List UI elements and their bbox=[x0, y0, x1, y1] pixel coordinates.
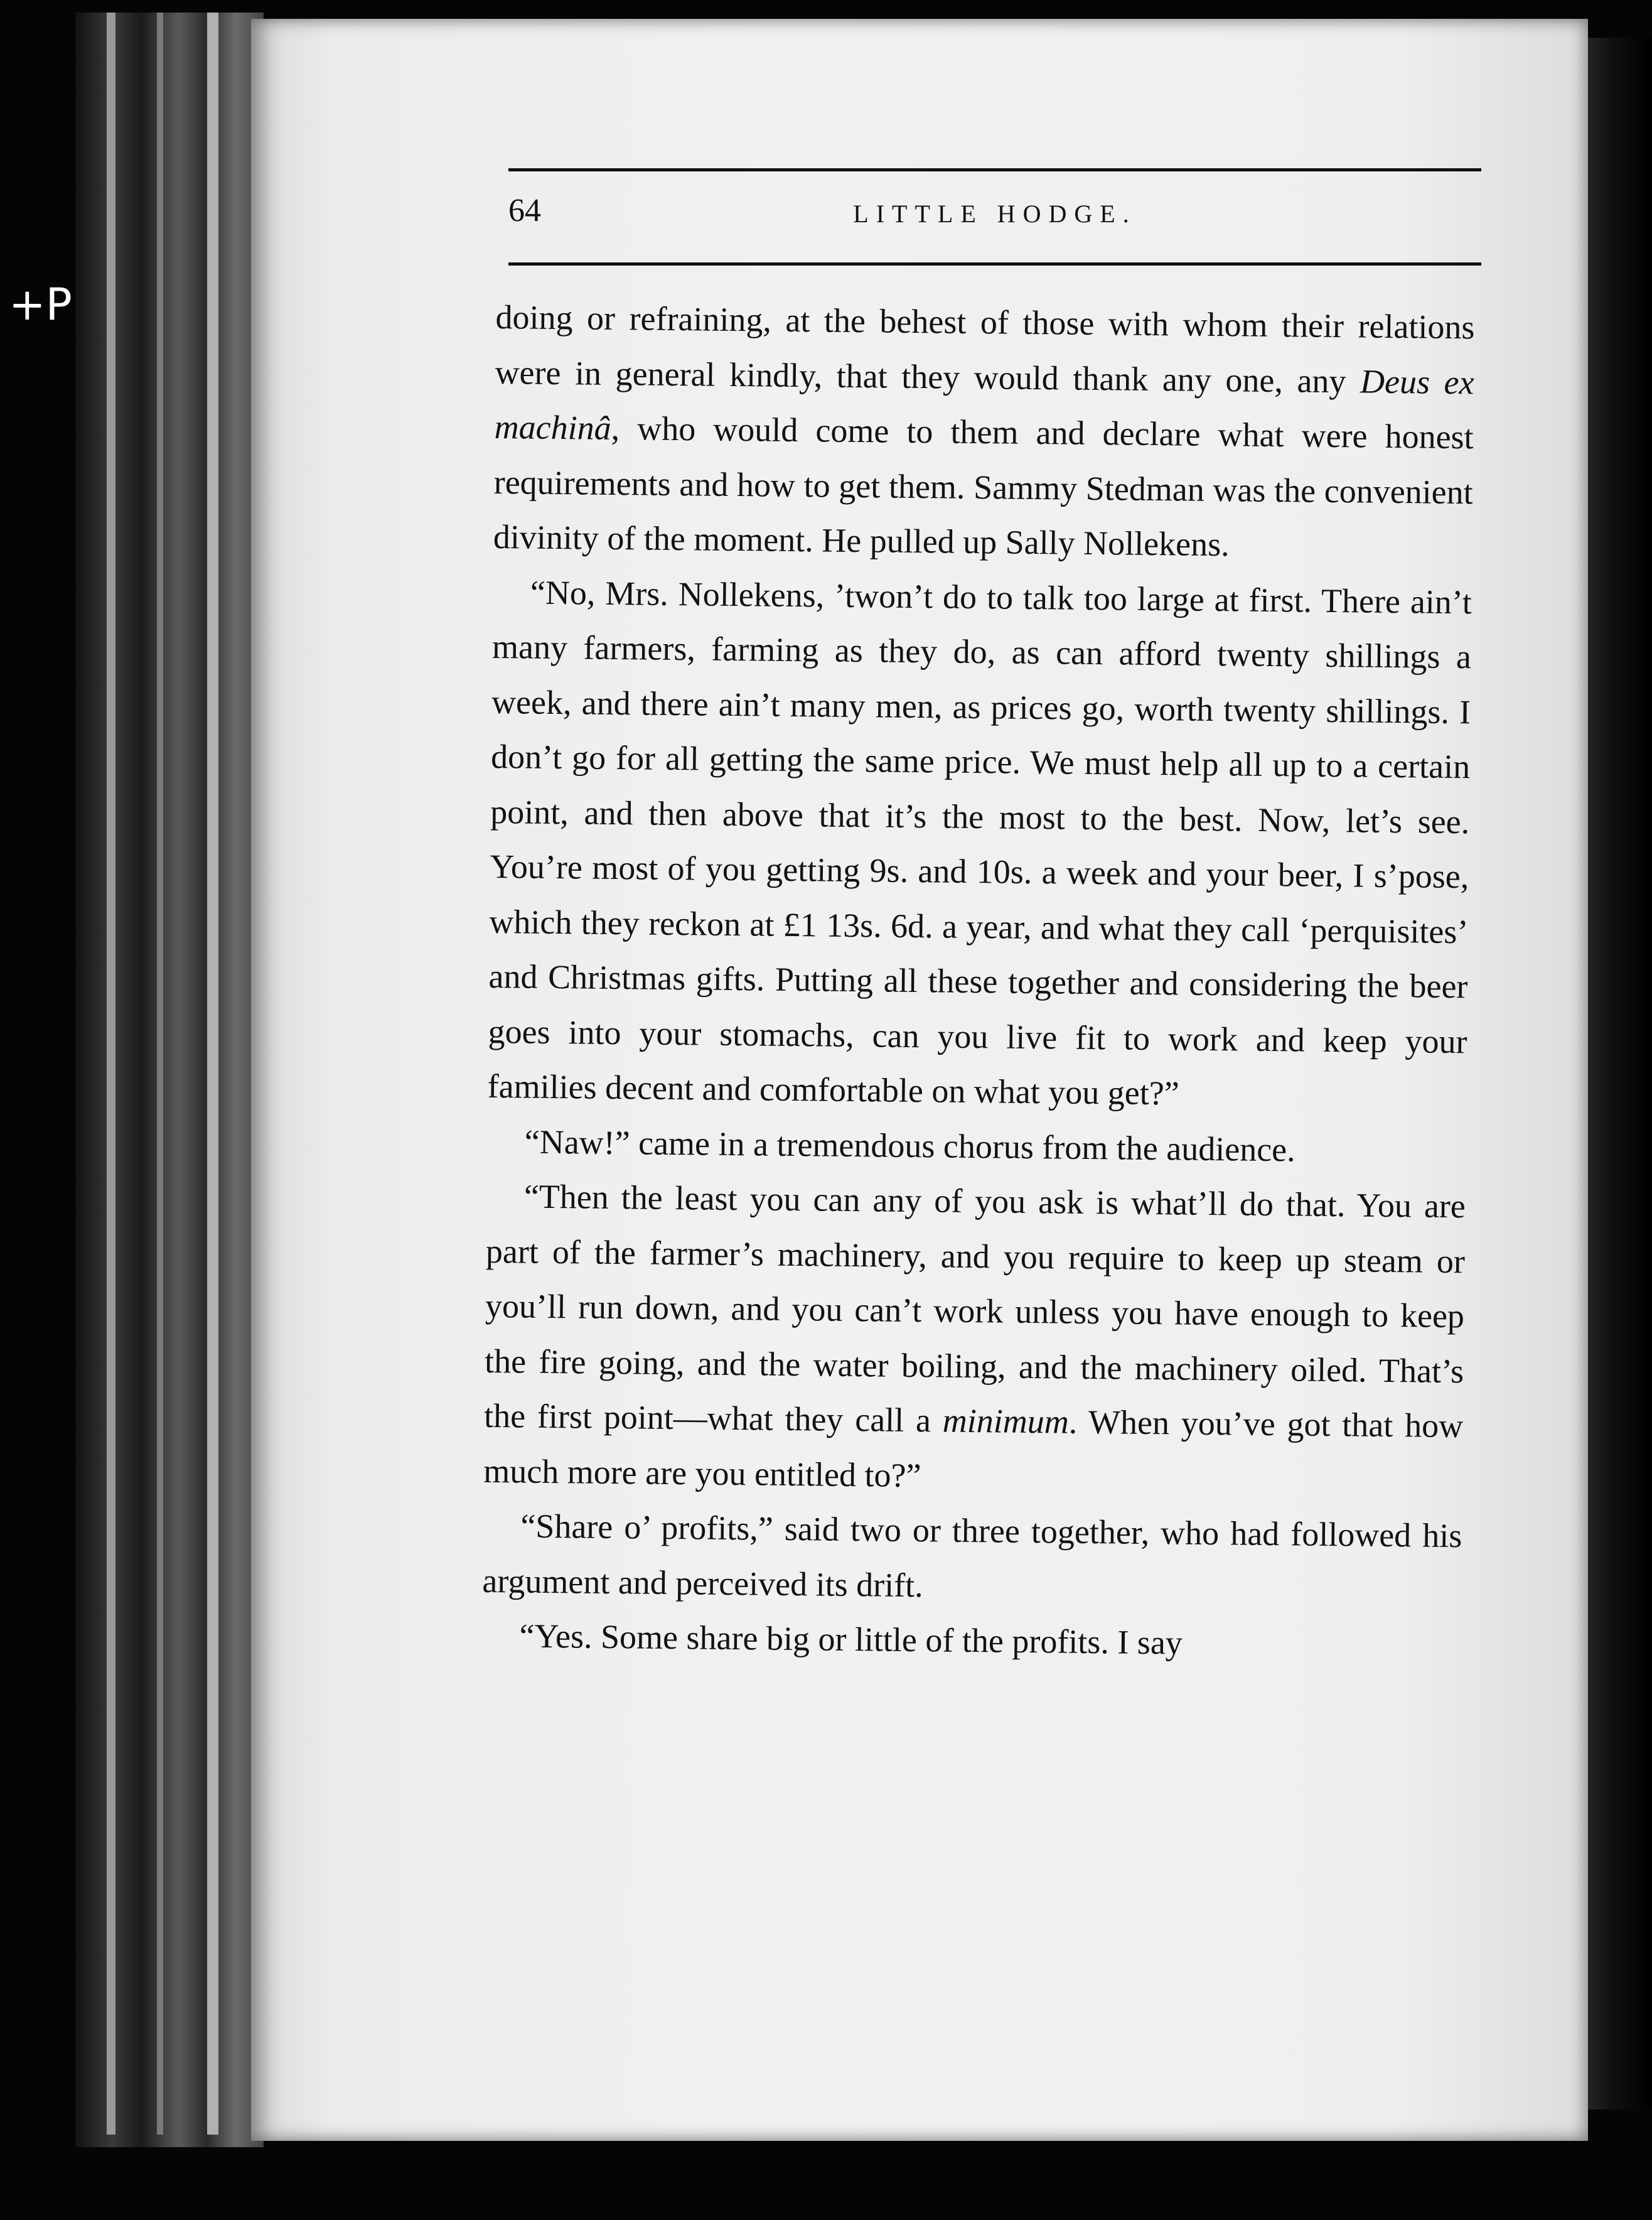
paragraph: doing or refraining, at the behest of those with whom their relations were in general kindly, that they would thank any one, any Deus ex machinâ, who would come to them and declare what were honest requirements and how to get them. Sammy Stedman was the convenient divinity of the moment. He pulled up Sally Nollekens. bbox=[493, 298, 1475, 564]
margin-mark: +P bbox=[9, 279, 72, 330]
page-edge-stripe bbox=[207, 13, 218, 2135]
paragraph: “Naw!” came in a tremendous chorus from the audience. bbox=[524, 1123, 1296, 1168]
right-scan-edge bbox=[1582, 38, 1652, 2110]
page-header bbox=[508, 186, 1481, 249]
paragraph: “Yes. Some share big or little of the profits. I say bbox=[519, 1617, 1183, 1662]
body-text bbox=[478, 290, 1475, 1958]
running-title: LITTLE HODGE. bbox=[853, 200, 1137, 228]
book-spine-edge bbox=[75, 13, 264, 2147]
page-number: 64 bbox=[508, 193, 541, 229]
paragraph: “No, Mrs. Nollekens, ’twon’t do to talk too large at first. There ain’t many farmers, farming as they do, as can afford twenty shillings a week, and there ain’t many men, as prices go, worth twenty shillings. I don’t go for all getting the same price. We must help all up to a certain point, and then above that it’s the most to the best. Now, let’s see. You’re most of you getting 9s. and 10s. a week and your beer, I s’pose, which they reckon at £1 13s. 6d. a year, and what they call ‘perquisites’ and Christmas gifts. Putting all these together and considering the beer goes into your stomachs, can you live fit to work and keep your families decent and comfortable on what you get?” bbox=[487, 573, 1472, 1113]
header-rule-bottom bbox=[508, 262, 1481, 266]
paragraph: “Then the least you can any of you ask is what’ll do that. You are part of the farmer’s machinery, and you require to keep up steam or you’ll run down, and you can’t work unless you have enough to keep the fire going, and the water boiling, and the machinery oiled. That’s the first point—what they call a minimum. When you’ve got that how much more are you entitled to?” bbox=[483, 1177, 1466, 1494]
header-rule-top bbox=[508, 168, 1481, 171]
paragraph: “Share o’ profits,” said two or three together, who had followed his argument and perceived its drift. bbox=[482, 1507, 1462, 1604]
italic-phrase: minimum bbox=[942, 1401, 1070, 1441]
italic-phrase: Deus ex machinâ bbox=[494, 362, 1474, 447]
page-edge-stripe bbox=[157, 13, 163, 2135]
page-edge-stripe bbox=[107, 13, 115, 2135]
